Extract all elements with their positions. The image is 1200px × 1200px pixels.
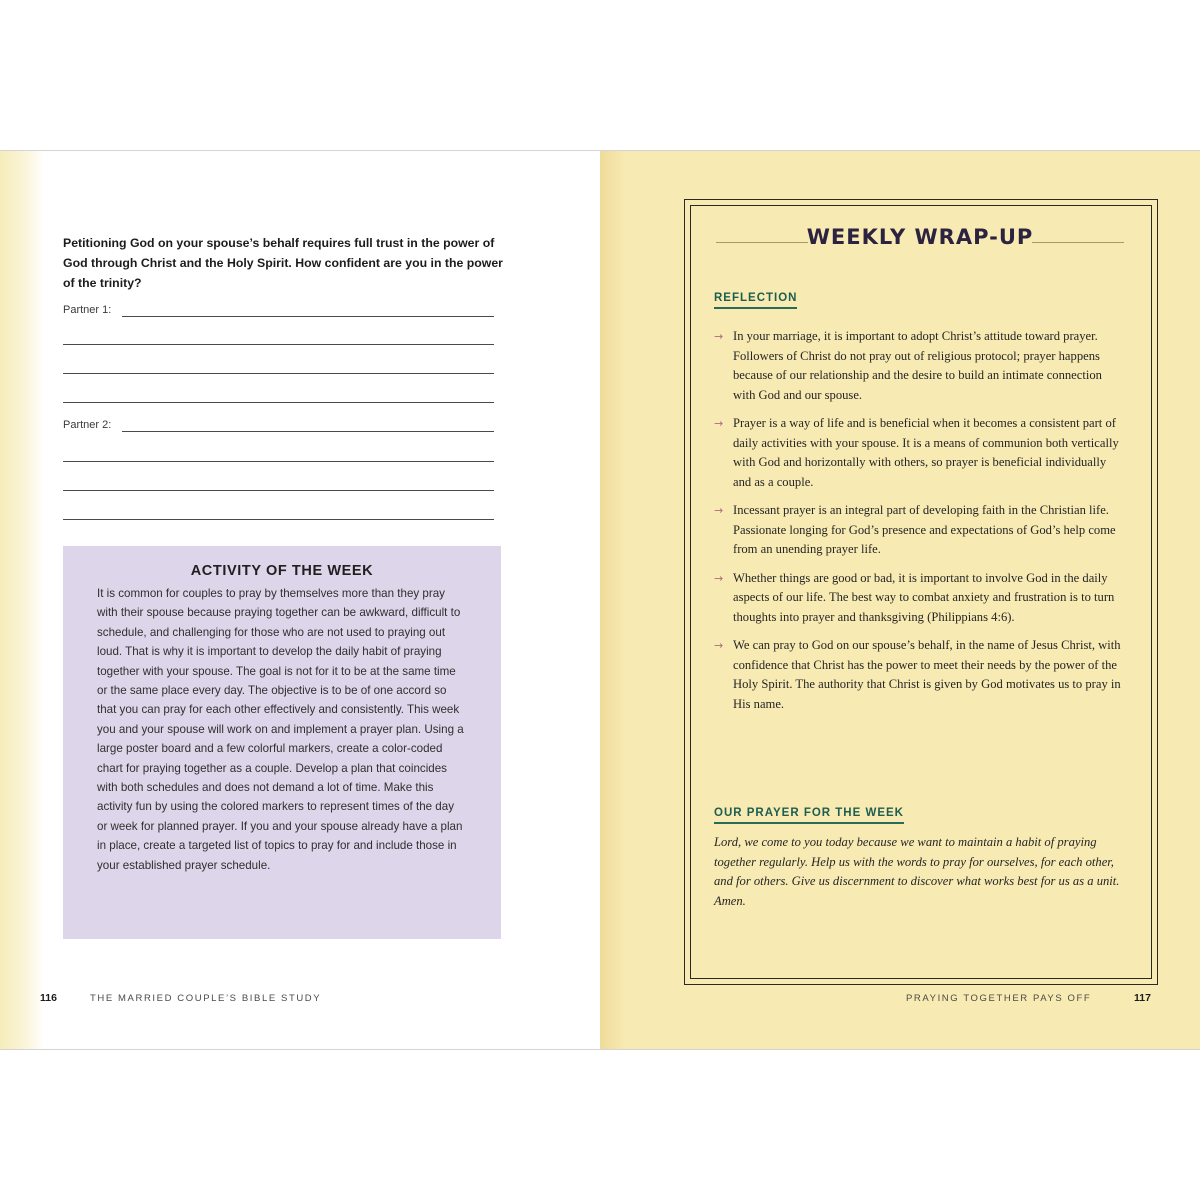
answer-line[interactable] [63,402,494,403]
title-rule-left [716,242,808,243]
arrow-right-icon: → [714,571,724,585]
left-page [0,151,600,1049]
reflection-item-text: We can pray to God on our spouse’s behalf, in the name of Jesus Christ, with confidence that Christ has the power to meet their needs by the power of the Holy Spirit. The authority that Christ is given by God motivates us to pray in His name. [733,638,1121,711]
activity-of-the-week-box [63,546,501,939]
running-head-left: THE MARRIED COUPLE’S BIBLE STUDY [90,993,322,1004]
reflection-item-text: Whether things are good or bad, it is important to involve God in the daily aspects of our life. The best way to combat anxiety and frustration is to turn thoughts into prayer and thanksgiving (Philippians 4:6). [733,570,1115,624]
book-spread [0,150,1200,1050]
arrow-right-icon: → [714,330,724,343]
activity-title: ACTIVITY OF THE WEEK [190,563,374,579]
arrow-right-icon: → [714,504,724,517]
reflection-item-text: Prayer is a way of life and is beneficial when it becomes a consistent part of daily activities with your spouse. It is a means of communion both vertically with God and horizontally with others, so prayer is beneficial individually and as a couple. [733,416,1119,489]
partner-2-label: Partner 2: [63,419,112,431]
weekly-wrap-up-title: WEEKLY WRAP-UP [806,225,1034,249]
gutter-shade [600,151,626,1049]
title-rule-right [1032,242,1124,243]
reflection-item [714,327,1124,405]
reflection-item [714,414,1124,492]
reflection-list [714,327,1124,723]
reflection-item [714,501,1124,560]
reflection-question: Petitioning God on your spouse’s behalf requires full trust in the power of God through Christ and the Holy Spirit. How confident are you in the power of the trinity? [63,236,503,290]
answer-line[interactable] [63,519,494,520]
page-edge-tint [0,151,44,1049]
page-number-right: 117 [1134,992,1151,1004]
partner-2-answer-line[interactable] [122,431,494,432]
reflection-item [714,569,1124,628]
arrow-right-icon: → [714,639,724,652]
reflection-item-text: In your marriage, it is important to adopt Christ’s attitude toward prayer. Followers of Christ do not pray out of religious protocol; prayer happens because of our relationship and the desire to build an intimate connection with God and our spouse. [733,329,1102,402]
partner-1-answer-line[interactable] [122,316,494,317]
running-head-right: PRAYING TOGETHER PAYS OFF [906,993,1092,1004]
answer-line[interactable] [63,373,494,374]
reflection-heading: REFLECTION [714,292,797,309]
partner-1-label: Partner 1: [63,304,112,316]
right-page [600,151,1200,1049]
prayer-text: Lord, we come to you today because we want to maintain a habit of praying together regularly. Help us with the words to pray for ourselves, for each other, and for others. Give us discernment to discover what works best for us as a unit. Amen. [714,835,1120,908]
reflection-item [714,636,1124,714]
answer-line[interactable] [63,461,494,462]
answer-line[interactable] [63,490,494,491]
page-number-left: 116 [40,992,57,1004]
activity-body: It is common for couples to pray by themselves more than they pray with their spouse because praying together can be awkward, difficult to schedule, and challenging for those who are not used to praying out loud. That is why it is important to develop the daily habit of praying together with your spouse. The goal is not for it to be at the same time or the same place every day. The objective is to be of one accord so that you can pray for each other effectively and consistently. This week you and your spouse will work on and implement a prayer plan. Using a large poster board and a few colorful markers, create a color-coded chart for praying together as a couple. Develop a plan that coincides with both schedules and does not demand a lot of time. Make this activity fun by using the colored markers to represent times of the day or week for planned prayer. If you and your spouse already have a plan in place, create a targeted list of topics to pray for and include those in your established prayer schedule. [97,587,464,872]
prayer-heading: OUR PRAYER FOR THE WEEK [714,807,904,824]
arrow-right-icon: → [714,417,724,430]
reflection-item-text: Incessant prayer is an integral part of developing faith in the Christian life. Passionate longing for God’s presence and expectations of God’s help come from an unending prayer life. [733,503,1116,556]
answer-line[interactable] [63,344,494,345]
